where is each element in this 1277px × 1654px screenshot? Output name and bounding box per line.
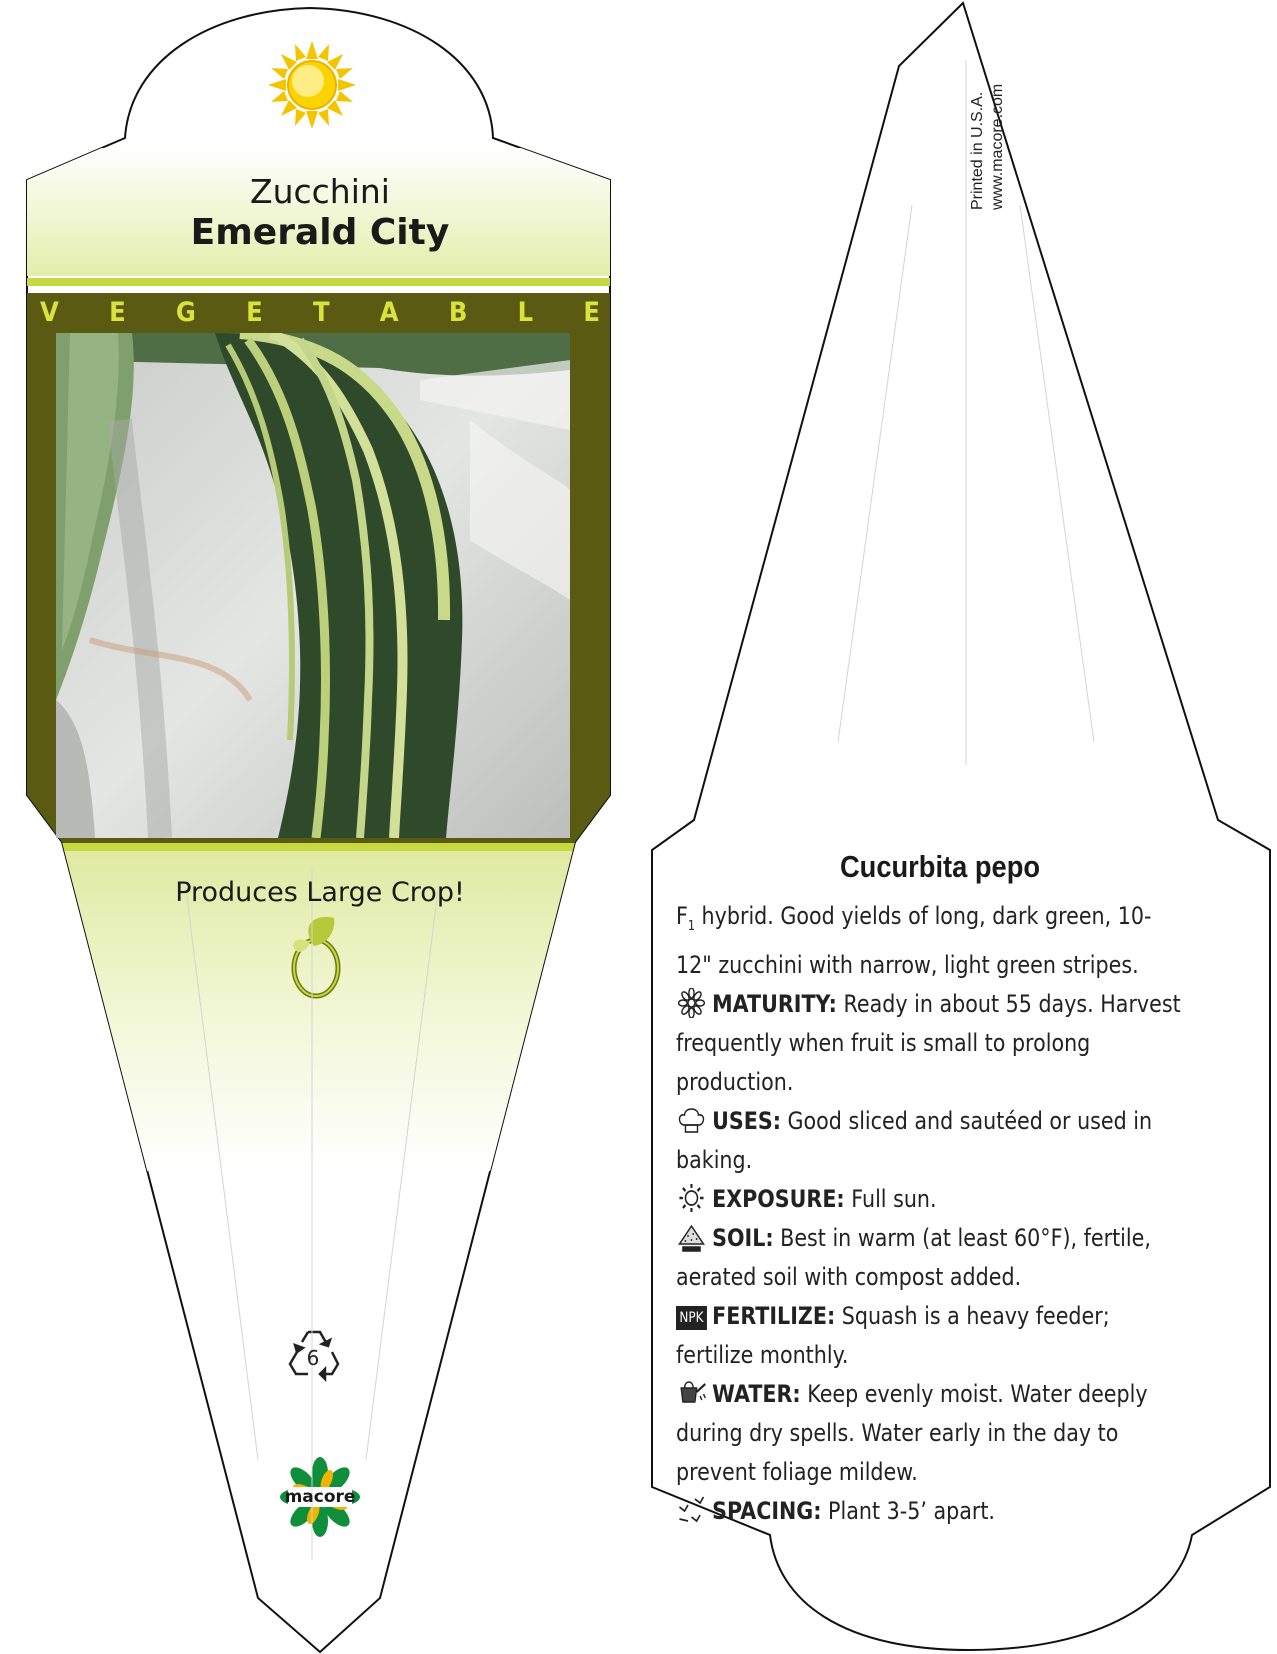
category-letter: L [517,297,534,328]
fertilize-label: FERTILIZE: [712,1301,836,1330]
fertilize-text: Squash is a heavy feeder; fertilize monthly. [676,1301,1110,1369]
category-letter: E [583,297,600,328]
water-label: WATER: [712,1379,801,1408]
watering-can-icon [676,1378,709,1408]
water-text: Keep evenly moist. Water deeply during dry spells. Water early in the day to prevent foliage mildew. [676,1379,1148,1486]
variety-name: Emerald City [190,212,450,253]
print-credit [968,84,1008,210]
section-exposure [676,1180,1183,1219]
category-letter: T [312,297,330,328]
hybrid-subscript: 1 [687,918,696,934]
exposure-label: EXPOSURE: [712,1184,845,1213]
brand-name: macore [284,1487,356,1507]
maturity-text: Ready in about 55 days. Harvest frequently when fruit is small to prolong production. [676,989,1181,1096]
category-letter: G [175,297,196,328]
flower-icon [676,988,709,1018]
category-letter: B [448,297,468,328]
spacing-icon [676,1495,709,1525]
section-spacing [676,1492,1183,1531]
print-note: Printed in U.S.A. [969,91,986,210]
category-letter: A [379,297,399,328]
care-description [676,897,1183,1531]
footer-rule [20,843,620,851]
section-fertilize [676,1297,1183,1375]
spacing-label: SPACING: [712,1496,822,1525]
intro-paragraph [676,897,1183,985]
spacing-text: Plant 3-5’ apart. [821,1496,995,1525]
category-letter: E [246,297,263,328]
category-letter: V [40,297,59,328]
soil-label: SOIL: [712,1223,774,1252]
common-name: Zucchini [250,172,390,211]
full-sun-icon [268,41,356,129]
website: www.macore.com [989,83,1006,210]
soil-icon [676,1222,709,1252]
npk-icon: NPK [676,1306,707,1330]
maturity-label: MATURITY: [712,989,837,1018]
product-photo [56,333,570,838]
tagline: Produces Large Crop! [175,877,465,908]
soil-text: Best in warm (at least 60°F), fertile, aerated soil with compost added. [676,1223,1151,1291]
section-maturity [676,985,1183,1102]
hybrid-prefix: F [676,902,688,930]
uses-label: USES: [712,1106,781,1135]
recycle-code: 6 [306,1346,320,1370]
section-uses [676,1102,1183,1180]
category-label [40,297,600,328]
exposure-text: Full sun. [844,1184,937,1213]
scientific-name: Cucurbita pepo [839,849,1041,884]
section-soil [676,1219,1183,1297]
sun-icon [676,1183,709,1213]
chef-hat-icon [676,1105,709,1135]
section-water [676,1375,1183,1492]
intro-text: hybrid. Good yields of long, dark green, 10-12" zucchini with narrow, light green stripes. [676,902,1152,979]
uses-text: Good sliced and sautéed or used in baking. [676,1106,1153,1174]
header-rule [20,278,620,286]
category-letter: E [109,297,126,328]
